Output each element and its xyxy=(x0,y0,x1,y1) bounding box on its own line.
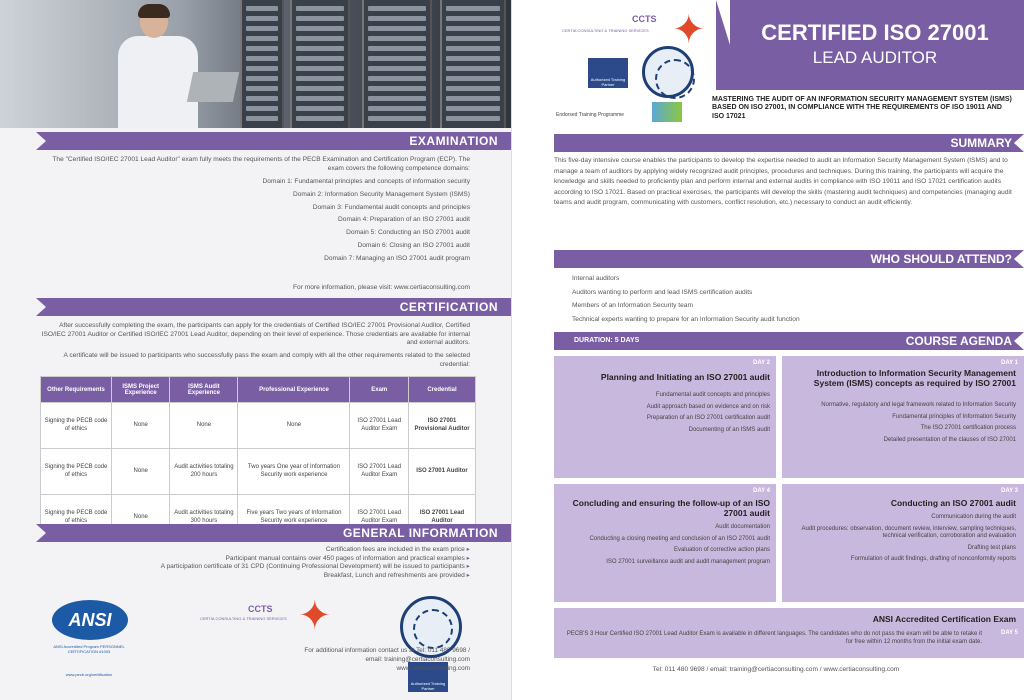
rack-slot xyxy=(246,96,278,101)
rack-slot xyxy=(246,16,278,21)
table-cell: None xyxy=(238,403,350,449)
bsi-logo-icon xyxy=(652,102,682,122)
certification-heading: CERTIFICATION xyxy=(36,298,512,316)
rack-slot xyxy=(368,6,426,11)
page-title: CERTIFIED ISO 27001 xyxy=(761,20,989,45)
agenda-exam-card xyxy=(554,608,1024,658)
list-item: Auditors wanting to perform and lead ISMS certification audits xyxy=(572,288,753,296)
table-cell: Audit activities totaling 200 hours xyxy=(170,449,238,495)
ccts-star-icon: ✦ xyxy=(672,8,706,52)
day-title: Conducting an ISO 27001 audit xyxy=(890,498,1016,508)
rack-slot xyxy=(246,56,278,61)
rack-slot xyxy=(246,66,278,71)
rack-slot xyxy=(368,26,426,31)
rack-slot xyxy=(296,56,344,61)
ccts-logo-text: CCTS xyxy=(248,604,273,614)
table-cell: None xyxy=(170,403,238,449)
course-duration: DURATION: 5 DAYS xyxy=(574,337,640,344)
list-item: Fundamental audit concepts and principles xyxy=(655,392,770,398)
table-cell: Five years Two years of Information Security work experience xyxy=(238,495,350,541)
pecb-seal-icon xyxy=(642,46,694,98)
list-item: Drafting test plans xyxy=(967,544,1016,551)
day-label: DAY 5 xyxy=(1000,630,1018,636)
list-item: The ISO 27001 certification process xyxy=(920,425,1016,432)
list-item: Internal auditors xyxy=(572,275,620,282)
examination-heading: EXAMINATION xyxy=(36,132,512,150)
table-header: Other Requirements xyxy=(41,377,112,403)
list-item: Documenting of an ISMS audit xyxy=(688,426,770,433)
mastering-tagline: MASTERING THE AUDIT OF AN INFORMATION SECURITY MANAGEMENT SYSTEM (ISMS) BASED ON ISO 27001, IN COMPLIANCE WITH THE REQUIREMENTS OF ISO 19011 AND ISO 17021 xyxy=(712,96,1012,120)
rack-slot xyxy=(296,16,344,21)
list-item: Conducting a closing meeting and conclusion of an ISO 27001 audit xyxy=(589,535,770,542)
rack-slot xyxy=(296,106,344,111)
rack-slot xyxy=(446,16,500,21)
certification-para-1: After successfully completing the exam, the participants can apply for the credentials of Certified ISO/IEC 27001 Provisional Auditor, Certified ISO/IEC 27001 Auditor or Certified ISO/IEC 27001 Lead Auditor, depending on their level of experience. Those credentials are available for internal and external auditors. xyxy=(41,322,470,347)
ccts-star-icon: ✦ xyxy=(298,594,332,638)
rack-slot xyxy=(246,6,278,11)
contact-line: For additional information contact us at Tel: 011 480 9698 / xyxy=(304,647,470,654)
rack-slot xyxy=(368,36,426,41)
list-item: Normative, regulatory and legal framework related to Information Security xyxy=(821,402,1016,408)
technician-figure xyxy=(118,6,218,128)
table-cell: Audit activities totaling 300 hours xyxy=(170,495,238,541)
rack-slot xyxy=(368,56,426,61)
agenda-day-card xyxy=(782,356,1024,478)
rack-slot xyxy=(246,46,278,51)
table-cell: None xyxy=(112,403,170,449)
examination-domains xyxy=(40,176,470,266)
table-row xyxy=(41,403,476,449)
rack-slot xyxy=(296,36,344,41)
who-should-attend-list xyxy=(572,272,1012,326)
rack-slot xyxy=(446,66,500,71)
day-label: DAY 1 xyxy=(1000,360,1018,366)
list-item: Technical experts wanting to prepare for an Information Security audit function xyxy=(572,315,800,323)
certification-table xyxy=(40,376,476,541)
day-label: DAY 4 xyxy=(752,488,770,494)
rack-slot xyxy=(296,6,344,11)
rack-slot xyxy=(368,116,426,121)
server-rack xyxy=(290,0,350,128)
server-rack xyxy=(240,0,284,128)
list-item: Breakfast, Lunch and refreshments are provided ▸ xyxy=(40,572,470,581)
contact-website: www.certiaconsulting.com xyxy=(396,665,470,672)
rack-slot xyxy=(368,66,426,71)
ansi-accreditation-text: ANSI Accredited Program PERSONNEL CERTIFICATION #1003 xyxy=(53,644,125,654)
list-item: Evaluation of corrective action plans xyxy=(673,547,770,554)
rack-slot xyxy=(296,76,344,81)
rack-slot xyxy=(446,76,500,81)
bsi-endorsed-text: Endorsed Training Programme xyxy=(556,112,625,118)
table-header: Exam xyxy=(350,377,409,403)
table-cell: ISO 27001 Lead Auditor xyxy=(409,495,476,541)
exam-description: PECB'S 3 Hour Certified ISO 27001 Lead Auditor Exam is available in different languages. The candidates who do not pass the exam will be able to retake it for free within 12 months from the initial exam date. xyxy=(566,631,982,645)
rack-slot xyxy=(246,106,278,111)
ccts-logo-text: CCTS xyxy=(632,14,657,24)
list-item: Domain 7: Managing an ISO 27001 audit program xyxy=(324,254,470,262)
examination-intro: The "Certified ISO/IEC 27001 Lead Auditor" exam fully meets the requirements of the PECB Examination and Certification Program (ECP). The exam covers the following competence domains: xyxy=(52,156,470,172)
list-item: Preparation of an ISO 27001 certification audit xyxy=(646,415,770,422)
rack-slot xyxy=(296,26,344,31)
list-item: Formulation of audit findings, drafting of nonconformity reports xyxy=(850,556,1016,563)
day-title: Introduction to Information Security Management System (ISMS) concepts as required by ISO 27001 xyxy=(813,368,1016,388)
list-item: Domain 5: Conducting an ISO 27001 audit xyxy=(346,229,470,237)
rack-slot xyxy=(446,56,500,61)
rack-slot xyxy=(446,106,500,111)
rack-slot xyxy=(368,86,426,91)
list-item: Participant manual contains over 450 pages of information and practical examples ▸ xyxy=(40,555,470,564)
day-label: DAY 3 xyxy=(1000,488,1018,494)
list-item: Audit approach based on evidence and on risk xyxy=(646,403,770,410)
rack-slot xyxy=(446,116,500,121)
list-item: A participation certificate of 31 CPD (Continuing Professional Development) will be issued to participants ▸ xyxy=(40,563,470,572)
list-item: Detailed presentation of the clauses of ISO 27001 xyxy=(883,436,1016,443)
rack-slot xyxy=(246,86,278,91)
rack-slot xyxy=(446,46,500,51)
contact-email: email: training@certiaconsulting.com xyxy=(365,656,470,663)
list-item: Domain 6: Closing an ISO 27001 audit xyxy=(357,241,470,249)
list-item: Certification fees are included in the exam price ▸ xyxy=(40,546,470,555)
day-title: Concluding and ensuring the follow-up of an ISO 27001 audit xyxy=(572,498,770,518)
rack-slot xyxy=(446,6,500,11)
table-header: ISMS Project Experience xyxy=(112,377,170,403)
table-cell: Signing the PECB code of ethics xyxy=(41,495,112,541)
rack-slot xyxy=(368,106,426,111)
summary-heading: SUMMARY xyxy=(554,134,1024,152)
rack-slot xyxy=(296,96,344,101)
server-rack xyxy=(362,0,432,128)
list-item: Members of an Information Security team xyxy=(572,302,693,310)
list-item: Fundamental principles of Information Security xyxy=(892,413,1016,420)
rack-slot xyxy=(246,36,278,41)
rack-slot xyxy=(446,26,500,31)
rack-slot xyxy=(246,76,278,81)
general-information-list xyxy=(40,546,470,580)
day-topics xyxy=(562,392,770,438)
course-agenda-heading: DURATION: 5 DAYS COURSE AGENDA xyxy=(554,332,1024,350)
contact-info xyxy=(270,646,470,673)
rack-slot xyxy=(296,116,344,121)
table-cell: Signing the PECB code of ethics xyxy=(41,449,112,495)
list-item: Audit documentation xyxy=(715,524,770,530)
table-cell: None xyxy=(112,449,170,495)
table-header: Professional Experience xyxy=(238,377,350,403)
list-item: Domain 2: Information Security Management System (ISMS) xyxy=(293,190,470,198)
ccts-logo-subtitle: CERTIA CONSULTING & TRAINING SERVICES xyxy=(200,616,287,621)
day-topics xyxy=(790,514,1016,568)
day-topics xyxy=(562,524,770,570)
rack-slot xyxy=(446,96,500,101)
rack-slot xyxy=(246,116,278,121)
list-item: Audit procedures: observation, document review, interview, sampling techniques, technical verification, corroboration and evaluation xyxy=(801,525,1016,540)
table-header: ISMS Audit Experience xyxy=(170,377,238,403)
brochure-right-page xyxy=(512,0,1024,700)
table-cell: ISO 27001 Auditor xyxy=(409,449,476,495)
summary-text: This five-day intensive course enables the participants to develop the expertise needed to audit an Information Security Management System (ISMS) and to manage a team of auditors by applying widely recognized audit principles, procedures and techniques. During this training, the participants will acquire the knowledge and skills needed to proficiently plan and perform internal and external audits in compliance with ISO 19011 and ISO 17021 certification audits according to ISO 17021. Based on practical exercises, the participants will develop the skills (mastering audit techniques) and competencies (managing audit teams and audit program, communicating with customers, conflict resolution, etc.) necessary to conduct an audit efficiently. xyxy=(554,157,1012,207)
list-item: Domain 4: Preparation of an ISO 27001 audit xyxy=(338,216,470,224)
examination-more-info: For more information, please visit: www.certiaconsulting.com xyxy=(293,284,470,291)
table-cell: ISO 27001 Lead Auditor Exam xyxy=(350,449,409,495)
ccts-logo-subtitle: CERTIA CONSULTING & TRAINING SERVICES xyxy=(562,28,649,33)
list-item: Domain 1: Fundamental principles and concepts of information security xyxy=(262,178,470,185)
ansi-logo: ANSI xyxy=(52,600,128,640)
table-header: Credential xyxy=(409,377,476,403)
page-subtitle: LEAD AUDITOR xyxy=(812,48,938,67)
rack-slot xyxy=(368,96,426,101)
who-should-attend-heading: WHO SHOULD ATTEND? xyxy=(554,250,1024,268)
rack-slot xyxy=(446,36,500,41)
rack-slot xyxy=(296,66,344,71)
agenda-day-card xyxy=(782,484,1024,602)
general-information-heading: GENERAL INFORMATION xyxy=(36,524,512,542)
partner-badge: Authorized Training Partner xyxy=(588,58,628,88)
day-topics xyxy=(790,402,1016,448)
rack-slot xyxy=(368,46,426,51)
server-rack xyxy=(440,0,506,128)
rack-slot xyxy=(368,16,426,21)
rack-slot xyxy=(246,26,278,31)
rack-slot xyxy=(296,86,344,91)
rack-slot xyxy=(446,86,500,91)
table-cell: None xyxy=(112,495,170,541)
rack-slot xyxy=(368,76,426,81)
table-row xyxy=(41,449,476,495)
rack-slot xyxy=(296,46,344,51)
table-cell: ISO 27001 Lead Auditor Exam xyxy=(350,403,409,449)
ansi-url: www.pecb.org/certification xyxy=(65,672,113,677)
table-cell: ISO 27001 Lead Auditor Exam xyxy=(350,495,409,541)
contact-footer: Tel: 011 480 9698 / email: training@certiaconsulting.com / www.certiaconsulting.com xyxy=(652,666,900,673)
day-title: ANSI Accredited Certification Exam xyxy=(872,614,1016,624)
day-title: Planning and Initiating an ISO 27001 audit xyxy=(600,372,770,382)
list-item: Domain 3: Fundamental audit concepts and principles xyxy=(312,203,470,211)
agenda-day-card xyxy=(554,484,776,602)
list-item: ISO 27001 surveillance audit and audit management program xyxy=(606,558,770,565)
table-cell: ISO 27001 Provisional Auditor xyxy=(409,403,476,449)
day-label: DAY 2 xyxy=(752,360,770,366)
table-header-row xyxy=(41,377,476,403)
table-cell: Two years One year of Information Security work experience xyxy=(238,449,350,495)
server-room-photo xyxy=(0,0,512,128)
list-item: Communication during the audit xyxy=(931,514,1016,520)
certification-para-2: A certificate will be issued to participants who successfully pass the exam and comply with all the other requirements related to the selected credential: xyxy=(63,352,470,368)
partner-badge: Authorized Training Partner xyxy=(408,662,448,692)
agenda-day-card xyxy=(554,356,776,478)
table-cell: Signing the PECB code of ethics xyxy=(41,403,112,449)
